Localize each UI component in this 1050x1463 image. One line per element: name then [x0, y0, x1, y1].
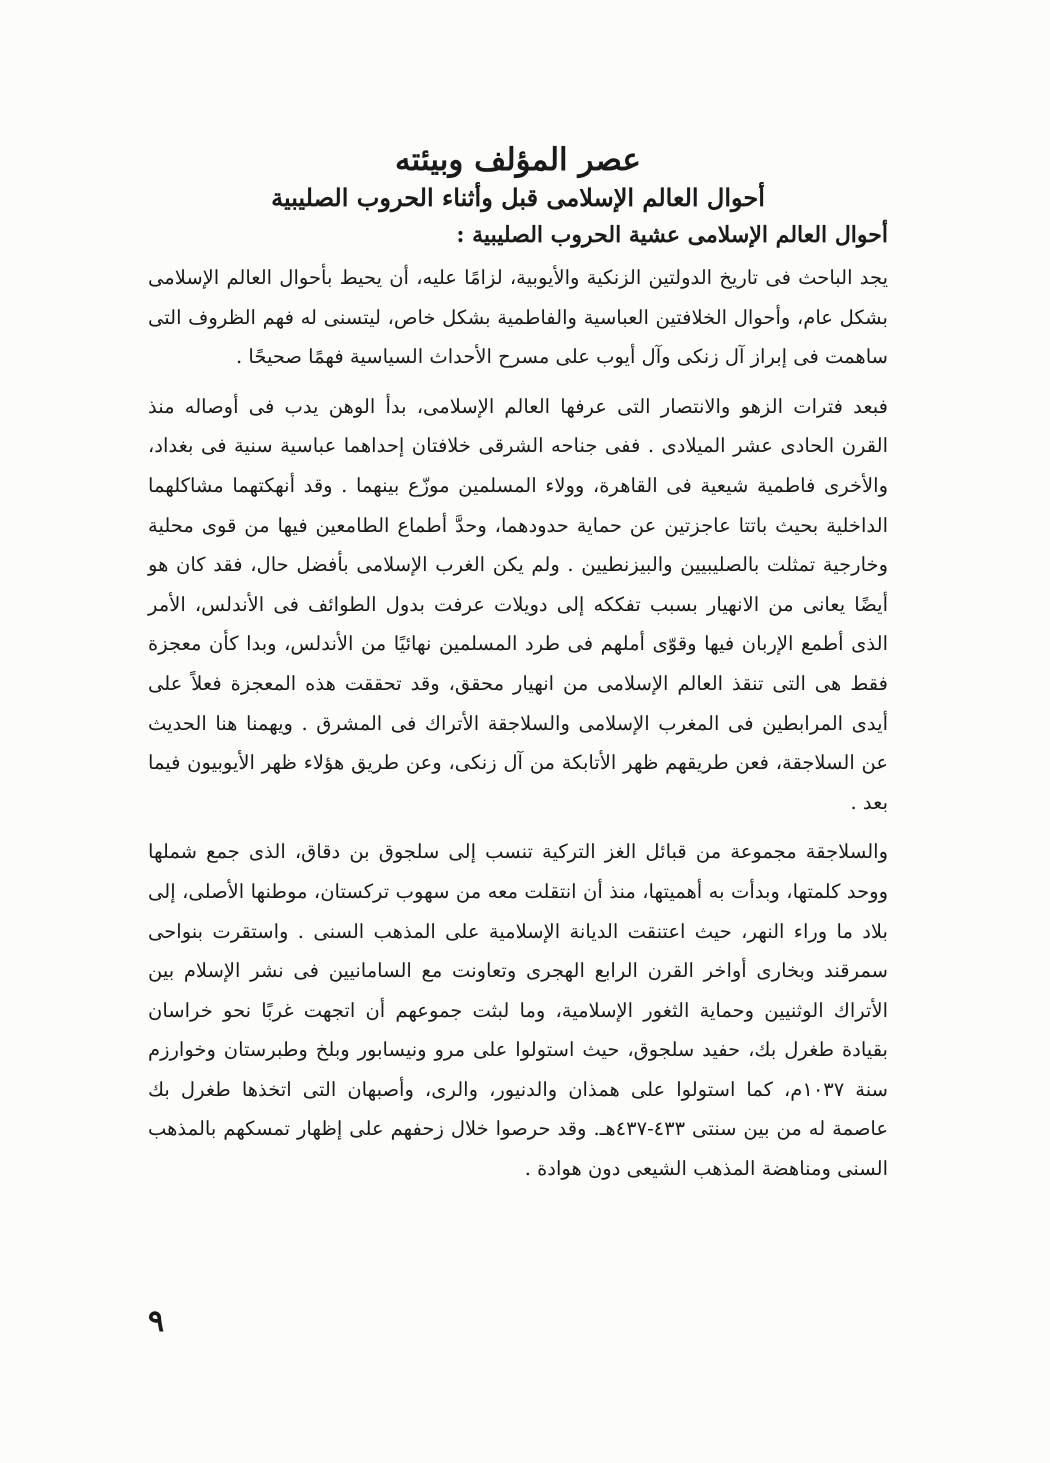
page-number: ٩: [148, 1304, 165, 1339]
paragraph-2: فبعد فترات الزهو والانتصار التى عرفها العالم الإسلامى، بدأ الوهن يدب فى أوصاله منذ القرن الحادى عشر الميلادى . ففى جناحه الشرقى خلافتان إحداهما عباسية سنية فى بغداد، والأخرى فاطمية شيعية فى القاهرة، وولاء المسلمين موزّع بينهما . وقد أنهكتهما مشاكلهما الداخلية بحيث باتتا عاجزتين عن حماية حدودهما، وحدَّ أطماع الطامعين فيها من قوى محلية وخارجية تمثلت بالصليبيين والبيزنطيين . ولم يكن الغرب الإسلامى بأفضل حال، فقد كان هو أيضًا يعانى من الانهيار بسبب تفككه إلى دويلات عرفت بدول الطوائف فى الأندلس، الأمر الذى أطمع الإربان فيها وقوّى أملهم فى طرد المسلمين نهائيًا من الأندلس، وبدا كأن معجزة فقط هى التى تنقذ العالم الإسلامى من انهيار محقق، وقد تحققت هذه المعجزة فعلاً على أيدى المرابطين فى المغرب الإسلامى والسلاجقة الأتراك فى المشرق . ويهمنا هنا الحديث عن السلاجقة، فعن طريقهم ظهر الأتابكة من آل زنكى، وعن طريق هؤلاء ظهر الأيوبيون فيما بعد .: [148, 394, 888, 814]
paragraph-3: والسلاجقة مجموعة من قبائل الغز التركية تنسب إلى سلجوق بن دقاق، الذى جمع شملها ووحد كلمتها، وبدأت به أهميتها، منذ أن انتقلت معه من سهوب تركستان، موطنها الأصلى، إلى بلاد ما وراء النهر، حيث اعتنقت الديانة الإسلامية على المذهب السنى . واستقرت بنواحى سمرقند وبخارى أواخر القرن الرابع الهجرى وتعاونت مع السامانيين فى نشر الإسلام بين الأتراك الوثنيين وحماية الثغور الإسلامية، وما لبثت جموعهم أن اتجهت غربًا نحو خراسان بقيادة طغرل بك، حفيد سلجوق، حيث استولوا على مرو ونيسابور وبلخ وطبرستان وخوارزم سنة ١٠٣٧م، كما استولوا على همذان والدنيور، والرى، وأصبهان التى اتخذها طغرل بك عاصمة له من بين سنتى ٤٣٣-٤٣٧هـ. وقد حرصوا خلال زحفهم على إظهار تمسكهم بالمذهب السنى ومناهضة المذهب الشيعى دون هوادة .: [148, 840, 888, 1181]
chapter-subtitle: أحوال العالم الإسلامى قبل وأثناء الحروب الصليبية: [271, 183, 765, 212]
paragraph-1: يجد الباحث فى تاريخ الدولتين الزنكية والأيوبية، لزامًا عليه، أن يحيط بأحوال العالم الإسلامى بشكل عام، وأحوال الخلافتين العباسية والفاطمية بشكل خاص، ليتسنى له فهم الظروف التى ساهمت فى إبراز آل زنكى وآل أيوب على مسرح الأحداث السياسية فهمًا صحيحًا .: [148, 266, 888, 369]
page-content: [148, 140, 888, 1189]
chapter-title: عصر المؤلف وبيئته: [395, 142, 641, 178]
section-heading: أحوال العالم الإسلامى عشية الحروب الصليبية :: [456, 222, 888, 248]
